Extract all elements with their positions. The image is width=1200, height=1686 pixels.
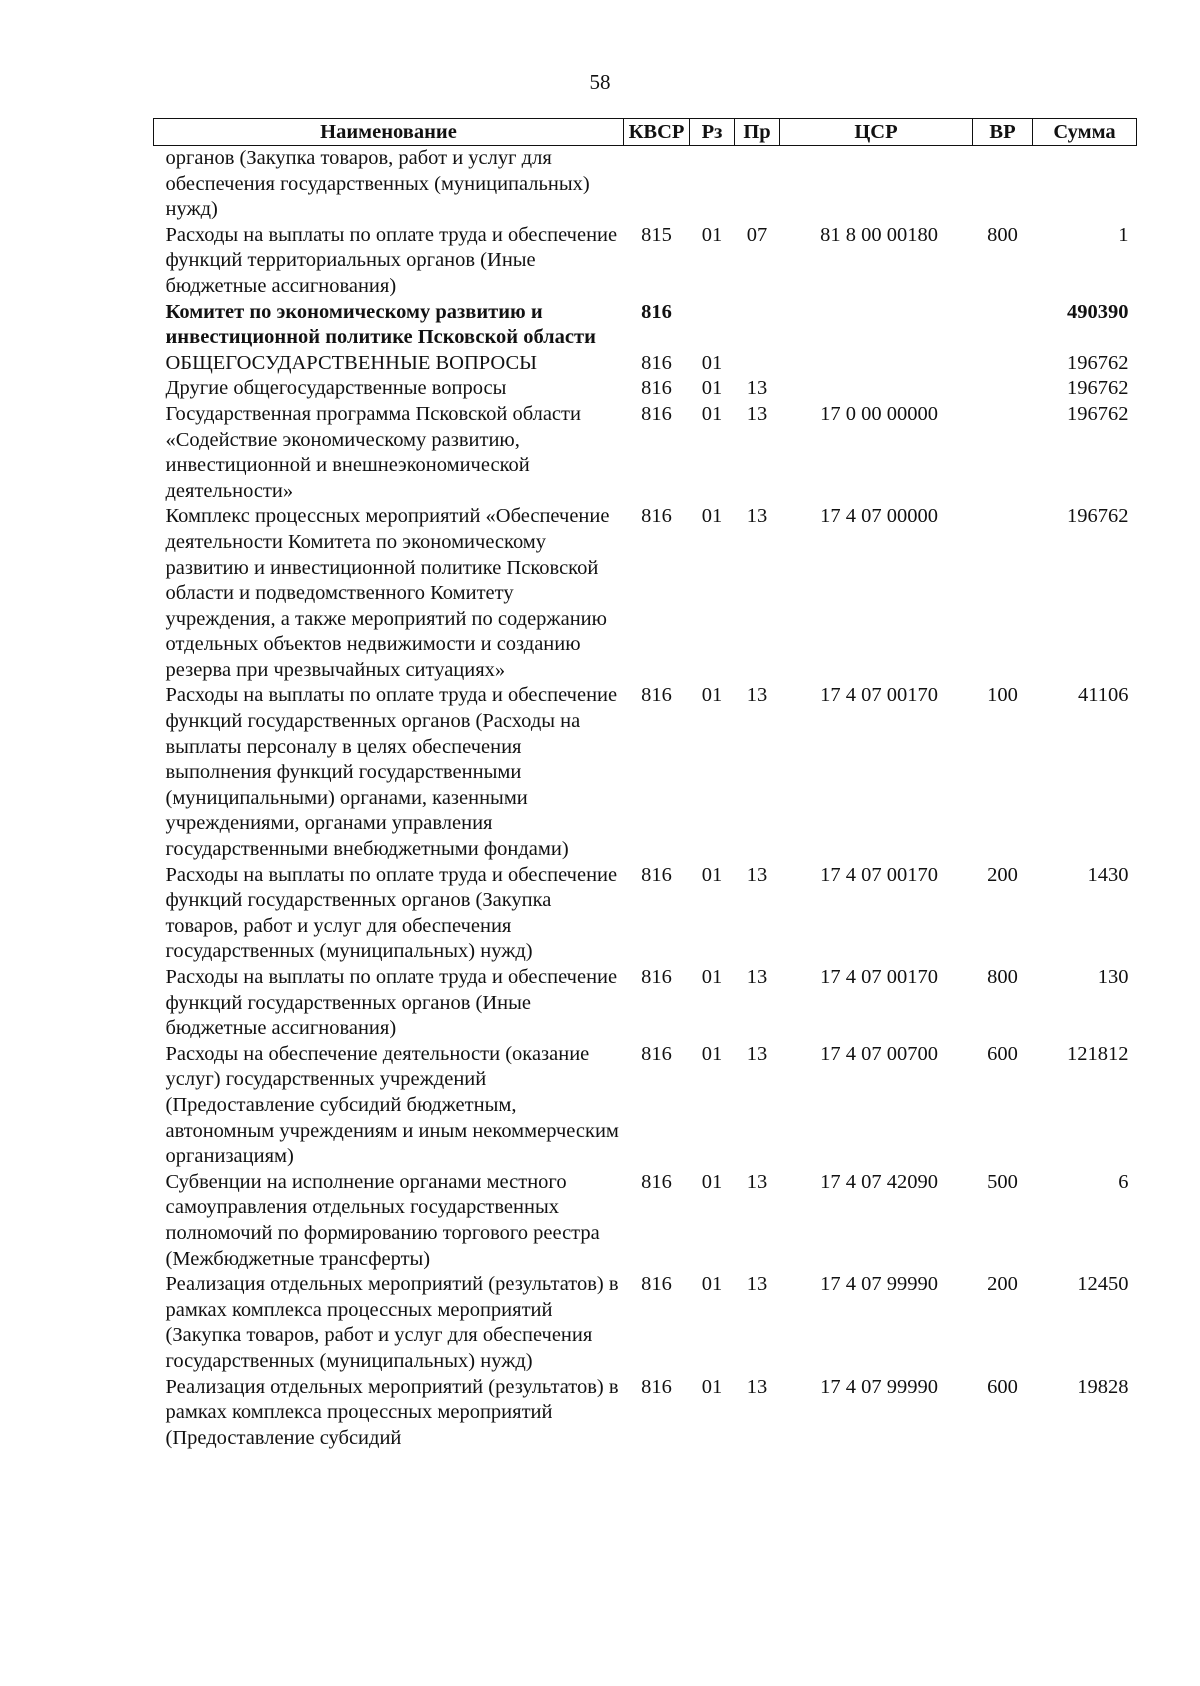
cell-kvsr: 816: [641, 863, 672, 886]
cell-kvsr: 816: [641, 505, 672, 528]
cell-pr: [735, 300, 780, 351]
cell-csr: 17 0 00 00000: [820, 402, 938, 425]
cell-kvsr: 816: [641, 1375, 672, 1398]
cell-rz: 01: [701, 351, 723, 374]
cell-name: Государственная программа Псковской области «Содействие экономическому развитию, инвестиционной и внешнеэкономической деятельности»: [165, 402, 581, 502]
cell-sum: 196762: [1067, 377, 1129, 400]
table-header: [154, 119, 1137, 146]
cell-pr: 13: [746, 377, 768, 400]
cell-vr: [973, 351, 1033, 377]
cell-vr: 200: [987, 1273, 1018, 1296]
cell-sum: 19828: [1077, 1375, 1129, 1398]
cell-rz: 01: [701, 223, 723, 246]
table-row: [154, 863, 1137, 965]
cell-sum: 490390: [1067, 300, 1129, 323]
cell-vr: [973, 376, 1033, 402]
cell-sum: 196762: [1067, 351, 1129, 374]
cell-rz: 01: [701, 1042, 723, 1065]
cell-kvsr: 816: [641, 300, 672, 323]
cell-kvsr: 816: [641, 966, 672, 988]
table-row: [154, 1042, 1137, 1170]
table-row: [154, 965, 1137, 1042]
cell-kvsr: 815: [641, 223, 672, 246]
cell-sum: 196762: [1067, 505, 1129, 528]
header-name: Наименование: [154, 119, 624, 146]
cell-kvsr: [624, 146, 690, 223]
cell-csr: [780, 300, 973, 351]
header-pr: Пр: [735, 119, 780, 146]
cell-sum: 130: [1097, 966, 1129, 988]
cell-csr: [780, 351, 973, 377]
table-row: [154, 376, 1137, 402]
cell-csr: 17 4 07 00170: [820, 863, 938, 886]
cell-pr: 13: [746, 863, 768, 886]
cell-csr: 17 4 07 00170: [820, 966, 938, 988]
cell-sum: 41106: [1078, 684, 1129, 707]
header-csr: ЦСР: [780, 119, 973, 146]
table-row: [154, 1375, 1137, 1452]
cell-name: органов (Закупка товаров, работ и услуг для обеспечения государственных (муниципальных) нужд): [165, 147, 590, 221]
cell-pr: 13: [746, 1170, 768, 1193]
cell-name: Расходы на выплаты по оплате труда и обеспечение функций государственных органов (Иные бюджетные ассигнования): [165, 966, 618, 1040]
cell-kvsr: 816: [641, 402, 672, 425]
cell-sum: [1033, 146, 1137, 223]
cell-vr: [973, 504, 1033, 683]
cell-pr: 13: [746, 1273, 768, 1296]
cell-vr: [973, 402, 1033, 504]
cell-csr: 17 4 07 00170: [820, 684, 938, 707]
table-row: [154, 504, 1137, 683]
cell-rz: 01: [701, 1170, 723, 1193]
cell-sum: 1430: [1087, 863, 1129, 886]
table-row: [154, 402, 1137, 504]
budget-table: [153, 118, 1137, 1451]
cell-name: Другие общегосударственные вопросы: [165, 377, 507, 400]
cell-csr: [780, 146, 973, 223]
header-vr: ВР: [973, 119, 1033, 146]
cell-pr: 07: [746, 223, 768, 246]
cell-name: Комитет по экономическому развитию и инвестиционной политике Псковской области: [165, 300, 596, 349]
cell-sum: 1: [1118, 223, 1129, 246]
header-rz: Рз: [690, 119, 735, 146]
table-row: [154, 146, 1137, 223]
cell-name: Комплекс процессных мероприятий «Обеспечение деятельности Комитета по экономическому развитию и инвестиционной политике Псковской области и подведомственного Комитету учреждения, а также мероприятий по содержанию отдельных объектов недвижимости и созданию резерва при чрезвычайных ситуациях»: [165, 505, 610, 681]
cell-pr: 13: [746, 1375, 768, 1398]
table-row: [154, 1170, 1137, 1272]
cell-csr: 17 4 07 00700: [820, 1042, 938, 1065]
cell-csr: 17 4 07 99990: [820, 1375, 938, 1398]
table-row: [154, 351, 1137, 377]
cell-vr: [973, 146, 1033, 223]
page-number: 58: [589, 70, 611, 94]
cell-vr: 800: [987, 223, 1018, 246]
cell-rz: 01: [701, 377, 723, 400]
cell-vr: 600: [987, 1042, 1018, 1065]
cell-pr: 13: [746, 1042, 768, 1065]
cell-sum: 196762: [1067, 402, 1129, 425]
cell-csr: 17 4 07 42090: [820, 1170, 938, 1193]
cell-rz: 01: [701, 402, 723, 425]
table-body: [154, 146, 1137, 1452]
table-row: [154, 683, 1137, 862]
cell-name: Реализация отдельных мероприятий (результатов) в рамках комплекса процессных мероприятий (Предоставление субсидий: [165, 1375, 619, 1449]
cell-vr: 200: [987, 863, 1018, 886]
cell-pr: 13: [746, 966, 768, 988]
cell-kvsr: 816: [641, 377, 672, 400]
cell-name: Реализация отдельных мероприятий (результатов) в рамках комплекса процессных мероприятий (Закупка товаров, работ и услуг для обеспечения государственных (муниципальных) нужд): [165, 1273, 619, 1372]
cell-vr: 100: [987, 684, 1018, 707]
cell-rz: 01: [701, 966, 723, 988]
cell-sum: 6: [1118, 1170, 1129, 1193]
cell-pr: [735, 351, 780, 377]
cell-csr: 81 8 00 00180: [820, 223, 938, 246]
cell-rz: 01: [701, 505, 723, 528]
cell-pr: 13: [746, 684, 768, 707]
table-row: [154, 223, 1137, 300]
cell-kvsr: 816: [641, 1170, 672, 1193]
header-row: [154, 119, 1137, 146]
cell-rz: 01: [701, 863, 723, 886]
cell-name: Расходы на выплаты по оплате труда и обеспечение функций государственных органов (Расходы на выплаты персоналу в целях обеспечения выполнения функций государственными (муниципальными) органами, казенными учреждениями, органами управления государственными внебюджетными фондами): [165, 684, 618, 861]
cell-pr: 13: [746, 505, 768, 528]
cell-name: Расходы на выплаты по оплате труда и обеспечение функций государственных органов (Закупка товаров, работ и услуг для обеспечения государственных (муниципальных) нужд): [165, 863, 618, 963]
cell-rz: [690, 146, 735, 223]
cell-kvsr: 816: [641, 1273, 672, 1296]
cell-sum: 121812: [1067, 1042, 1129, 1065]
header-sum: Сумма: [1033, 119, 1137, 146]
cell-name: Расходы на выплаты по оплате труда и обеспечение функций территориальных органов (Иные бюджетные ассигнования): [165, 223, 618, 297]
cell-rz: [690, 300, 735, 351]
cell-name: ОБЩЕГОСУДАРСТВЕННЫЕ ВОПРОСЫ: [165, 351, 538, 374]
cell-vr: 800: [987, 966, 1018, 988]
cell-csr: 17 4 07 99990: [820, 1273, 938, 1296]
cell-rz: 01: [701, 1273, 723, 1296]
cell-pr: 13: [746, 402, 768, 425]
cell-name: Субвенции на исполнение органами местного самоуправления отдельных государственных полномочий по формированию торгового реестра (Межбюджетные трансферты): [165, 1170, 600, 1270]
cell-vr: 500: [987, 1170, 1018, 1193]
cell-csr: 17 4 07 00000: [820, 505, 938, 528]
cell-rz: 01: [701, 1375, 723, 1398]
cell-name: Расходы на обеспечение деятельности (оказание услуг) государственных учреждений (Предоставление субсидий бюджетным, автономным учреждениям и иным некоммерческим организациям): [165, 1042, 619, 1168]
cell-kvsr: 816: [641, 684, 672, 707]
header-kvsr: КВСР: [624, 119, 690, 146]
cell-csr: [780, 376, 973, 402]
cell-pr: [735, 146, 780, 223]
cell-kvsr: 816: [641, 351, 672, 374]
cell-kvsr: 816: [641, 1042, 672, 1065]
table-row: [154, 1272, 1137, 1374]
table-row: [154, 300, 1137, 351]
cell-sum: 12450: [1077, 1273, 1129, 1296]
cell-rz: 01: [701, 684, 723, 707]
cell-vr: 600: [987, 1375, 1018, 1398]
cell-vr: [973, 300, 1033, 351]
